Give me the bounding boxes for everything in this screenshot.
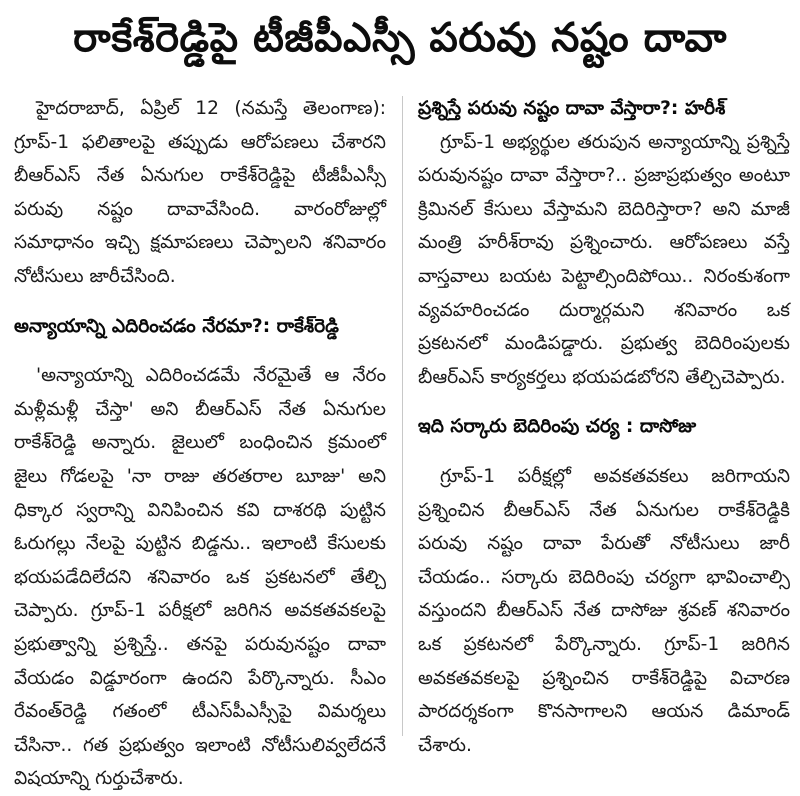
left-column (14, 92, 386, 790)
subheading-dasoju: ఇది సర్కారు బెదిరింపు చర్య : దాసోజు (418, 416, 697, 438)
dasoju-paragraph: గ్రూప్-1 పరీక్షల్లో అవకతవకలు జరిగాయని ప్రశ్నించిన బీఆర్ఎస్ నేత ఏనుగుల రాకేశ్‌రెడ్డికి పరువు నష్టం దావా పేరుతో నోటీసులు జారీ చేయడం.. సర్కారు బెదిరింపు చర్యగా భావించాల్సి వస్తుందని బీఆర్ఎస్ నేత దాసోజు శ్రవణ్ శనివారం ఒక ప్రకటనలో పేర్కొన్నారు. గ్రూప్-1 జరిగిన అవకతవకలపై ప్రశ్నించిన రాకేశ్‌రెడ్డిపై విచారణ పారదర్శకంగా కొనసాగాలని ఆయన డిమాండ్ చేశారు. (418, 465, 790, 756)
intro-paragraph: గ్రూప్-1 ఫలితాలపై తప్పుడు ఆరోపణలు చేశారని బీఆర్ఎస్ నేత ఏనుగుల రాకేశ్‌రెడ్డిపై టీజీపీఎస్సీ పరువు నష్టం దావావేసింది. వారంరోజుల్లో సమాధానం ఇచ్చి క్షమాపణలు చెప్పాలని శనివారం నోటీసులు జారీచేసింది. (14, 131, 386, 287)
right-column (418, 92, 790, 756)
headline: రాకేశ్‌రెడ్డిపై టీజీపీఎస్సీ పరువు నష్టం దావా (73, 15, 727, 61)
rakesh-reddy-paragraph: 'అన్యాయాన్ని ఎదిరించడమే నేరమైతే ఆ నేరం మళ్లీమళ్లీ చేస్తా' అని బీఆర్ఎస్ నేత ఏనుగుల రాకేశ్‌రెడ్డి అన్నారు. జైలులో బంధించిన క్రమంలో జైలు గోడలపై 'నా రాజు తరతరాల బూజు' అని ధిక్కార స్వరాన్ని వినిపించిన కవి దాశరథి పుట్టిన ఓరుగల్లు నేలపై పుట్టిన బిడ్డను.. ఇలాంటి కేసులకు భయపడేదిలేదని శనివారం ఒక ప్రకటనలో తేల్చి చెప్పారు. గ్రూప్-1 పరీక్షలో జరిగిన అవకతవకలపై ప్రభుత్వాన్ని ప్రశ్నిస్తే.. తనపై పరువునష్టం దావా వేయడం విడ్డూరంగా ఉందని పేర్కొన్నారు. సీఎం రేవంత్‌రెడ్డి గతంలో టీఎస్‌పీఎస్సీపై విమర్శలు చేసినా.. గత ప్రభుత్వం ఇలాంటి నోటీసులివ్వలేదనే విషయాన్ని గుర్తుచేశారు. (14, 365, 386, 790)
column-divider (402, 96, 403, 736)
subheading-harish: ప్రశ్నిస్తే పరువు నష్టం దావా వేస్తారా?: హరీశ్ (418, 98, 726, 119)
dateline-intro (14, 92, 386, 294)
harish-paragraph: గ్రూప్-1 అభ్యర్థుల తరుపున అన్యాయాన్ని ప్రశ్నిస్తే పరువునష్టం దావా వేస్తారా?.. ప్రజాప్రభుత్వం అంటూ క్రిమినల్ కేసులు వేస్తామని బెదిరిస్తారా? అని మాజీ మంత్రి హరీశ్‌రావు ప్రశ్నించారు. ఆరోపణలు వస్తే వాస్తవాలు బయట పెట్టాల్సిందిపోయి.. నిరంకుశంగా వ్యవహరించడం దుర్మార్గమని శనివారం ఒక ప్రకటనలో మండిపడ్డారు. ప్రభుత్వ బెదిరింపులకు బీఆర్ఎస్ కార్యకర్తలు భయపడబోరని తేల్చిచెప్పారు. (418, 131, 790, 388)
subheading-rakesh-reddy: అన్యాయాన్ని ఎదిరించడం నేరమా?: రాకేశ్‌రెడ్డి (14, 315, 339, 337)
dateline: హైదరాబాద్, ఏప్రిల్ 12 (నమస్తే తెలంగాణ): (36, 98, 386, 119)
